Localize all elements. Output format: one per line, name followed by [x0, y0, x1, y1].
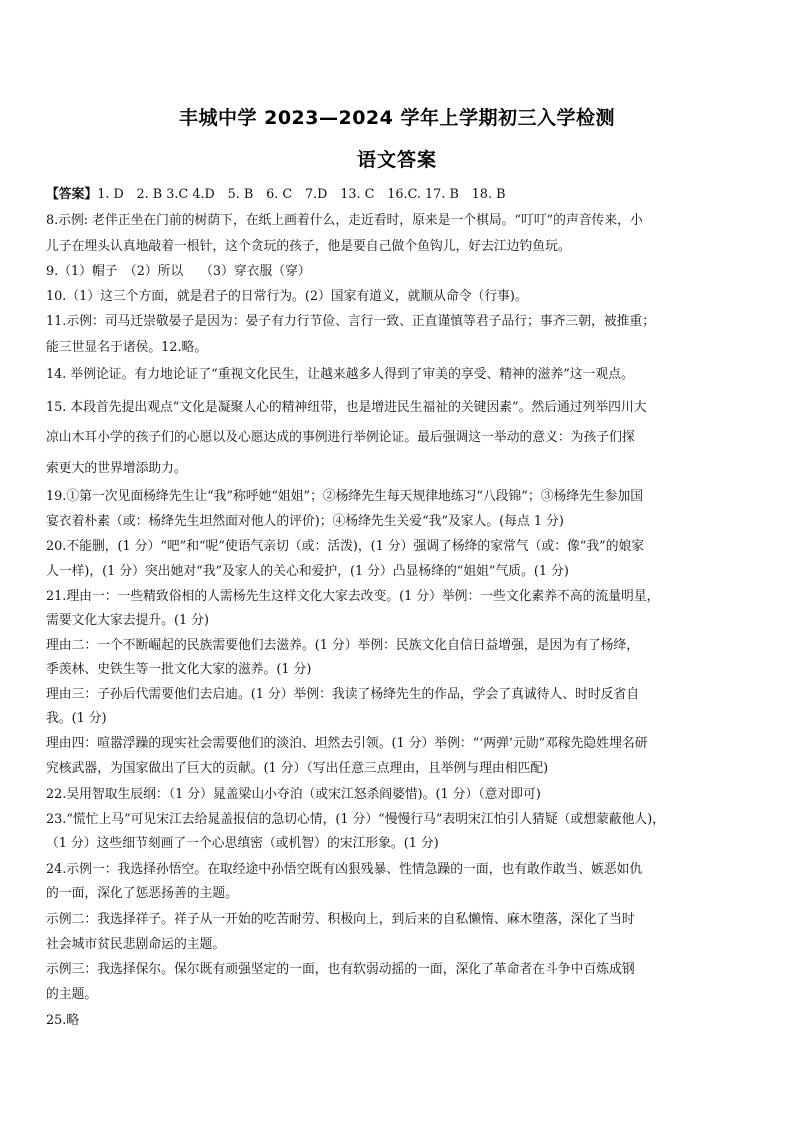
answer-key-text: 1. D 2. B 3.C 4.D 5. B 6. C 7.D 13. C 16.C. 17. B 18. B — [97, 187, 506, 202]
text-line: 儿子在埋头认真地敲着一根针，这个贪玩的孩子，他是要自己做个鱼钩儿，好去江边钓鱼玩。 — [46, 239, 571, 254]
text-line: 23.“慌忙上马”可见宋江去给晁盖报信的急切心情，(1 分）“慢慢行马”表明宋江怕引人猜疑（或想蒙蔽他人)， — [46, 812, 665, 827]
text-line: 宴衣着朴素（或：杨绛先生坦然面对他人的评价)；④杨绛先生关爱“我”及家人。(每点 1 分) — [46, 514, 564, 529]
text-line: 理由四：喧嚣浮躁的现实社会需要他们的淡泊、坦然去引领。(1 分）举例：“‘两弹’元勋”邓稼先隐姓埋名研 — [46, 736, 648, 751]
text-line: 能三世显名于诸侯。12.略。 — [46, 340, 208, 355]
text-line: 15. 本段首先提出观点“文化是凝聚人心的精神纽带，也是增进民生福祉的关键因素”。然后通过列举四川大 — [46, 400, 647, 415]
text-line: 理由二：一个不断崛起的民族需要他们去滋养。(1 分）举例：民族文化自信日益增强，是因为有了杨绛， — [46, 638, 640, 653]
text-line: 理由三：子孙后代需要他们去启迪。(1 分）举例：我读了杨绛先生的作品，学会了真诚待人、时时反省自 — [46, 687, 640, 702]
text-line: 的一面，深化了惩恶扬善的主题。 — [46, 886, 238, 901]
text-line: 11.示例：司马迁崇敬晏子是因为：晏子有力行节俭、言行一致、正直谨慎等君子品行；事齐三朝，被推重； — [46, 314, 656, 329]
text-line: 索更大的世界增添助力。 — [46, 461, 187, 476]
text-line: 的主题。 — [46, 987, 98, 1002]
text-line: 21.理由一：一些精致俗相的人需杨先生这样文化大家去改变。(1 分）举例：一些文化素养不高的流量明星， — [46, 589, 660, 604]
text-line: 我。(1 分) — [46, 711, 107, 726]
text-line: 凉山木耳小学的孩子们的心愿以及心愿达成的事例进行举例论证。最后强调这一举动的意义：为孩子们探 — [46, 430, 635, 445]
text-line: 社会城市贫民悲剧命运的主题。 — [46, 937, 226, 952]
text-line: 究核武器，为国家做出了巨大的贡献。(1 分）（写出任意三点理由，且举例与理由相匹配) — [46, 761, 549, 776]
answer-key-line — [46, 186, 756, 204]
text-line: 10.（1）这三个方面，就是君子的日常行为。(2）国家有道义，就顺从命令（行事)。 — [46, 289, 528, 304]
text-line: 示例三：我选择保尔。保尔既有顽强坚定的一面，也有软弱动摇的一面，深化了革命者在斗争中百炼成钢 — [46, 962, 635, 977]
document-subtitle: 语文答案 — [356, 149, 437, 171]
text-line: 示例二：我选择祥子。祥子从一开始的吃苦耐劳、积极向上，到后来的自私懒惰、麻木堕落，深化了当时 — [46, 912, 635, 927]
text-line: 19.①第一次见面杨绛先生让“我”称呼她“姐姐”；②杨绛先生每天规律地练习“八段锦”；③杨绛先生参加国 — [46, 489, 644, 504]
text-line: 24.示例一：我选择孙悟空。在取经途中孙悟空既有凶狠残暴、性情急躁的一面，也有敢作敢当、嫉恶如仇 — [46, 862, 643, 877]
document-title: 丰城中学 2023—2024 学年上学期初三入学检测 — [179, 107, 615, 129]
text-line: 人一样)，(1 分）突出她对“我”及家人的关心和爱护，(1 分）凸显杨绛的“姐姐”气质。(1 分) — [46, 564, 569, 579]
text-line: 8.示例: 老伴正坐在门前的树荫下，在纸上画着什么，走近看时，原来是一个棋局。“叮叮”的声音传来，小 — [46, 213, 643, 228]
text-line: 22.吴用智取生辰纲：（1 分）晁盖梁山小夺泊（或宋江怒杀阎婆惜)。(1 分）（意对即可) — [46, 787, 541, 802]
text-line: 需要文化大家去提升。(1 分) — [46, 613, 209, 628]
answer-label: 【答案】 — [46, 187, 98, 202]
text-line: （1 分）这些细节刻画了一个心思缜密（或机智）的宋江形象。(1 分) — [46, 836, 439, 851]
text-line: 20.不能删，(1 分）“吧”和“呢”使语气亲切（或：活泼)，(1 分）强调了杨绛的家常气（或：像“我”的娘家 — [46, 539, 645, 554]
text-line: 25.略 — [46, 1013, 80, 1028]
text-line: 9.（1）帽子 （2）所以 （3）穿衣服（穿） — [46, 264, 311, 279]
text-line: 14. 举例论证。有力地论证了“重视文化民生，让越来越多人得到了审美的享受、精神的滋养”这一观点。 — [46, 367, 634, 382]
text-line: 季羡林、史铁生等一批文化大家的滋养。(1 分) — [46, 662, 312, 677]
